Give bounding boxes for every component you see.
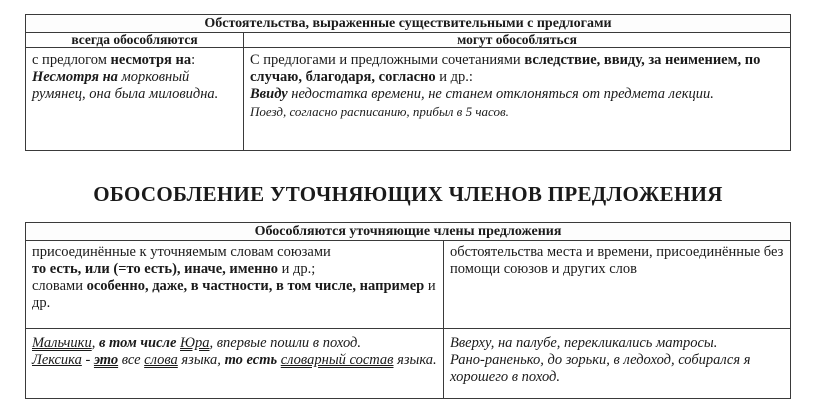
text: , впервые пошли в поход.	[209, 335, 362, 351]
rule-keywords: вследствие, ввиду, за неимением, по случаю, благодаря, согласно	[250, 52, 761, 85]
rule-prefix: словами	[32, 278, 87, 294]
text: языка,	[177, 352, 225, 368]
rule-text	[32, 52, 237, 69]
rule-line	[32, 278, 437, 312]
subject-word: Юра	[180, 335, 210, 351]
table2-title: Обособляются уточняющие члены предложения	[26, 223, 791, 241]
prepositional-circumstances-table	[25, 14, 791, 151]
conjunction-rule-cell	[26, 241, 444, 329]
subject-word: Лексика	[32, 352, 82, 368]
rule-line: присоединённые к уточняемым словам союзами	[32, 244, 331, 260]
rule-prefix: С предлогами и предложными сочетаниями	[250, 52, 525, 68]
keyword: то есть	[224, 352, 278, 368]
keyword: в том числе	[98, 335, 177, 351]
circumstance-rule-cell: обстоятельства места и времени, присоединённые без помощи союзов и других слов	[444, 241, 791, 329]
circumstance-examples-cell	[444, 329, 791, 399]
table1-title: Обстоятельства, выраженные существительными с предлогами	[26, 15, 791, 33]
column-always-isolated: всегда обособляются	[26, 33, 244, 48]
rule-keyword: несмотря на	[110, 52, 192, 68]
rule-suffix: :	[191, 52, 196, 68]
section-heading: ОБОСОБЛЕНИЕ УТОЧНЯЮЩИХ ЧЛЕНОВ ПРЕДЛОЖЕНИЯ	[93, 182, 723, 206]
always-isolated-cell	[26, 48, 244, 151]
predicate-word: слова	[144, 352, 178, 368]
rule-keywords: особенно, даже, в частности, в том числе, например	[86, 278, 425, 294]
predicate-word: словарный состав	[280, 352, 394, 368]
rule-suffix: и др.:	[435, 69, 473, 85]
rule-line	[32, 261, 437, 278]
example-keyword: Несмотря на	[32, 69, 118, 85]
example-2: Рано-раненько, до зорьки, в ледоход, собирался я хорошего в поход.	[450, 352, 751, 385]
example-text	[32, 69, 237, 103]
example-rest: морковный румянец, она была миловидна.	[32, 69, 219, 102]
clarifying-members-table	[25, 222, 791, 399]
example-2: Поезд, согласно расписанию, прибыл в 5 часов.	[250, 104, 509, 119]
rule-prefix: с предлогом	[32, 52, 111, 68]
conjunction-examples-cell	[26, 329, 444, 399]
keyword: это	[93, 352, 119, 368]
example-keyword: Ввиду	[250, 86, 288, 102]
example-1	[250, 86, 784, 103]
example-1: Вверху, на палубе, перекликались матросы.	[450, 335, 718, 351]
example-rest: недостатка времени, не станем отклоняться от предмета лекции.	[287, 86, 714, 102]
text: языка.	[393, 352, 437, 368]
example-1	[32, 335, 437, 352]
rule-suffix: и др.;	[278, 261, 316, 277]
column-may-be-isolated: могут обособляться	[244, 33, 791, 48]
rule-keywords: то есть, или (=то есть), иначе, именно	[32, 261, 279, 277]
text: все	[118, 352, 145, 368]
rule-text	[250, 52, 784, 86]
may-be-isolated-cell	[244, 48, 791, 151]
subject-word: Мальчики	[32, 335, 92, 351]
rule-suffix: и др.	[32, 278, 436, 311]
text: -	[81, 352, 94, 368]
example-2	[32, 352, 437, 369]
text: ,	[91, 335, 99, 351]
